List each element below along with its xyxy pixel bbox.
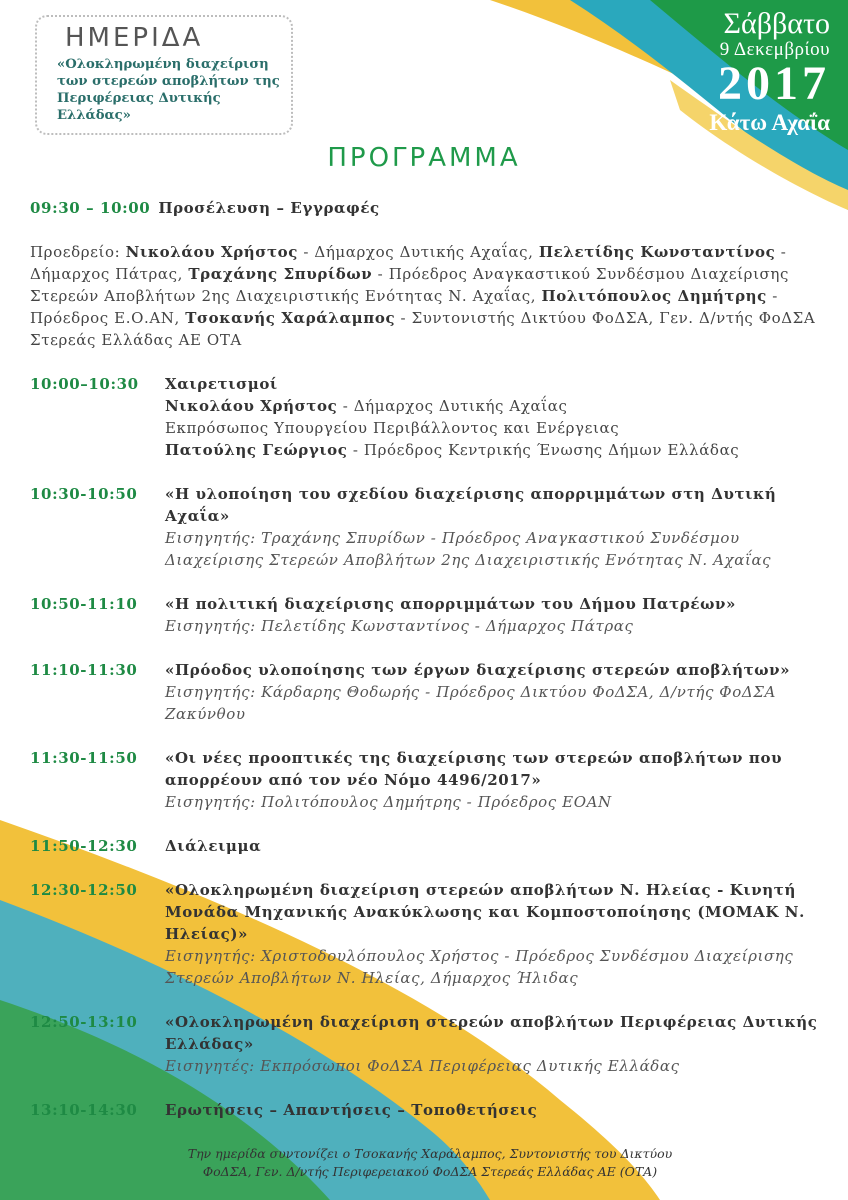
entry-speaker: Εισηγητές: Εκπρόσωποι ΦοΔΣΑ Περιφέρειας Δυτικής Ελλάδας — [165, 1057, 680, 1075]
agenda-entry — [30, 1011, 825, 1077]
greeting-line — [165, 417, 825, 439]
presidium-name: Νικολάου Χρήστος — [125, 243, 298, 261]
presidium-name: Πολιτόπουλος Δημήτρης — [541, 287, 767, 305]
presidium — [30, 241, 825, 351]
presidium-role: - Πρόεδρος Αναγκαστικού Συνδέσμου Διαχείρισης Στερεών Αποβλήτων 2ης Διαχειριστικής Ενότητας Ν. Αχαΐας, — [30, 265, 789, 305]
entry-time: 10:00–10:30 — [30, 375, 139, 393]
greeting-name: Νικολάου Χρήστος — [165, 397, 338, 415]
agenda-entry-break — [30, 835, 825, 857]
event-title: «Ολοκληρωμένη διαχείριση των στερεών αποβλήτων της Περιφέρειας Δυτικής Ελλάδας» — [57, 57, 280, 123]
entry-speaker: Εισηγητής: Πολιτόπουλος Δημήτρης - Πρόεδρος ΕΟΑΝ — [165, 793, 612, 811]
presidium-role: - Δήμαρχος Πάτρας, — [30, 243, 787, 283]
entry-time: 09:30 – 10:00 — [30, 199, 151, 217]
agenda-entry-arrival — [30, 197, 825, 219]
entry-title: Χαιρετισμοί — [165, 375, 278, 393]
agenda-entry — [30, 747, 825, 813]
entry-title: «Η πολιτική διαχείρισης απορριμμάτων του Δήμου Πατρέων» — [165, 595, 736, 613]
presidium-role: - Δήμαρχος Δυτικής Αχαΐας, — [298, 243, 539, 261]
presidium-role: - Πρόεδρος Ε.Ο.ΑΝ, — [30, 287, 778, 327]
entry-time: 12:50-13:10 — [30, 1013, 138, 1031]
presidium-role: - Συντονιστής Δικτύου ΦοΔΣΑ, Γεν. Δ/ντής ΦοΔΣΑ Στερεάς Ελλάδας ΑΕ ΟΤΑ — [30, 309, 816, 349]
entry-title: «Η υλοποίηση του σχεδίου διαχείρισης απορριμμάτων στη Δυτική Αχαΐα» — [165, 485, 777, 525]
coordinator-note-line: ΦοΔΣΑ, Γεν. Δ/ντής Περιφερειακού ΦοΔΣΑ Στερεάς Ελλάδας ΑΕ (ΟΤΑ) — [202, 1164, 658, 1179]
entry-time: 11:30-11:50 — [30, 749, 138, 767]
entry-title: Διάλειμμα — [165, 837, 262, 855]
agenda-entry — [30, 593, 825, 637]
greeting-line — [165, 395, 825, 417]
agenda-entry — [30, 879, 825, 989]
entry-speaker: Εισηγητής: Πελετίδης Κωνσταντίνος - Δήμαρχος Πάτρας — [165, 617, 634, 635]
event-title-box — [35, 15, 293, 135]
entry-title: «Ολοκληρωμένη διαχείριση στερεών αποβλήτων Περιφέρειας Δυτικής Ελλάδας» — [165, 1013, 818, 1053]
entry-speaker: Εισηγητής: Τραχάνης Σπυρίδων - Πρόεδρος Αναγκαστικού Συνδέσμου Διαχείρισης Στερεών Αποβλήτων 2ης Διαχειριστικής Ενότητας Ν. Αχαΐας — [165, 529, 772, 569]
presidium-name: Πελετίδης Κωνσταντίνος — [538, 243, 776, 261]
greeting-role: Εκπρόσωπος Υπουργείου Περιβάλλοντος και Ενέργειας — [165, 419, 620, 437]
agenda — [30, 197, 825, 1143]
greeting-role: - Πρόεδρος Κεντρικής Ένωσης Δήμων Ελλάδας — [347, 441, 740, 459]
entry-time: 11:10-11:30 — [30, 661, 138, 679]
presidium-label: Προεδρείο: — [30, 243, 121, 261]
presidium-name: Τσοκανής Χαράλαμπος — [185, 309, 396, 327]
agenda-entry — [30, 483, 825, 571]
agenda-entry-greetings — [30, 373, 825, 461]
entry-title: «Πρόοδος υλοποίησης των έργων διαχείρισης στερεών αποβλήτων» — [165, 661, 791, 679]
entry-time: 10:30-10:50 — [30, 485, 138, 503]
event-year: 2017 — [718, 57, 830, 110]
agenda-entry-discussion — [30, 1099, 825, 1121]
presidium-name: Τραχάνης Σπυρίδων — [188, 265, 373, 283]
event-type: ΗΜΕΡΙΔΑ — [65, 23, 204, 53]
entry-time: 11:50-12:30 — [30, 837, 138, 855]
entry-speaker: Εισηγητής: Κάρδαρης Θοδωρής - Πρόεδρος Δικτύου ΦοΔΣΑ, Δ/ντής ΦοΔΣΑ Ζακύνθου — [165, 683, 776, 723]
greeting-name: Πατούλης Γεώργιος — [165, 441, 348, 459]
date-block — [600, 8, 830, 136]
entry-title: Ερωτήσεις – Απαντήσεις – Τοποθετήσεις — [165, 1101, 538, 1119]
greeting-role: - Δήμαρχος Δυτικής Αχαΐας — [337, 397, 568, 415]
entry-time: 12:30-12:50 — [30, 881, 138, 899]
coordinator-note-line: Την ημερίδα συντονίζει ο Τσοκανής Χαράλαμπος, Συντονιστής του Δικτύου — [187, 1146, 673, 1161]
agenda-entry — [30, 659, 825, 725]
event-date: 9 Δεκεμβρίου — [719, 39, 830, 60]
event-location: Κάτω Αχαΐα — [709, 110, 830, 135]
event-day: Σάββατο — [723, 7, 830, 40]
program-title: ΠΡΟΓΡΑΜΜΑ — [327, 143, 521, 173]
entry-time: 13:10-14:30 — [30, 1101, 138, 1119]
entry-title: Προσέλευση – Εγγραφές — [158, 199, 380, 217]
coordinator-note — [110, 1145, 750, 1181]
entry-time: 10:50-11:10 — [30, 595, 138, 613]
entry-title: «Οι νέες προοπτικές της διαχείρισης των στερεών αποβλήτων που απορρέουν από τον νέο Νόμο 4496/2017» — [165, 749, 783, 789]
greeting-line — [165, 439, 825, 461]
entry-title: «Ολοκληρωμένη διαχείριση στερεών αποβλήτων Ν. Ηλείας - Κινητή Μονάδα Μηχανικής Ανακύκλωσης και Κομποστοποίησης (ΜΟΜΑΚ Ν. Ηλείας)» — [165, 881, 805, 943]
entry-speaker: Εισηγητής: Χριστοδουλόπουλος Χρήστος - Πρόεδρος Συνδέσμου Διαχείρισης Στερεών Αποβλήτων Ν. Ηλείας, Δήμαρχος Ήλιδας — [165, 947, 794, 987]
